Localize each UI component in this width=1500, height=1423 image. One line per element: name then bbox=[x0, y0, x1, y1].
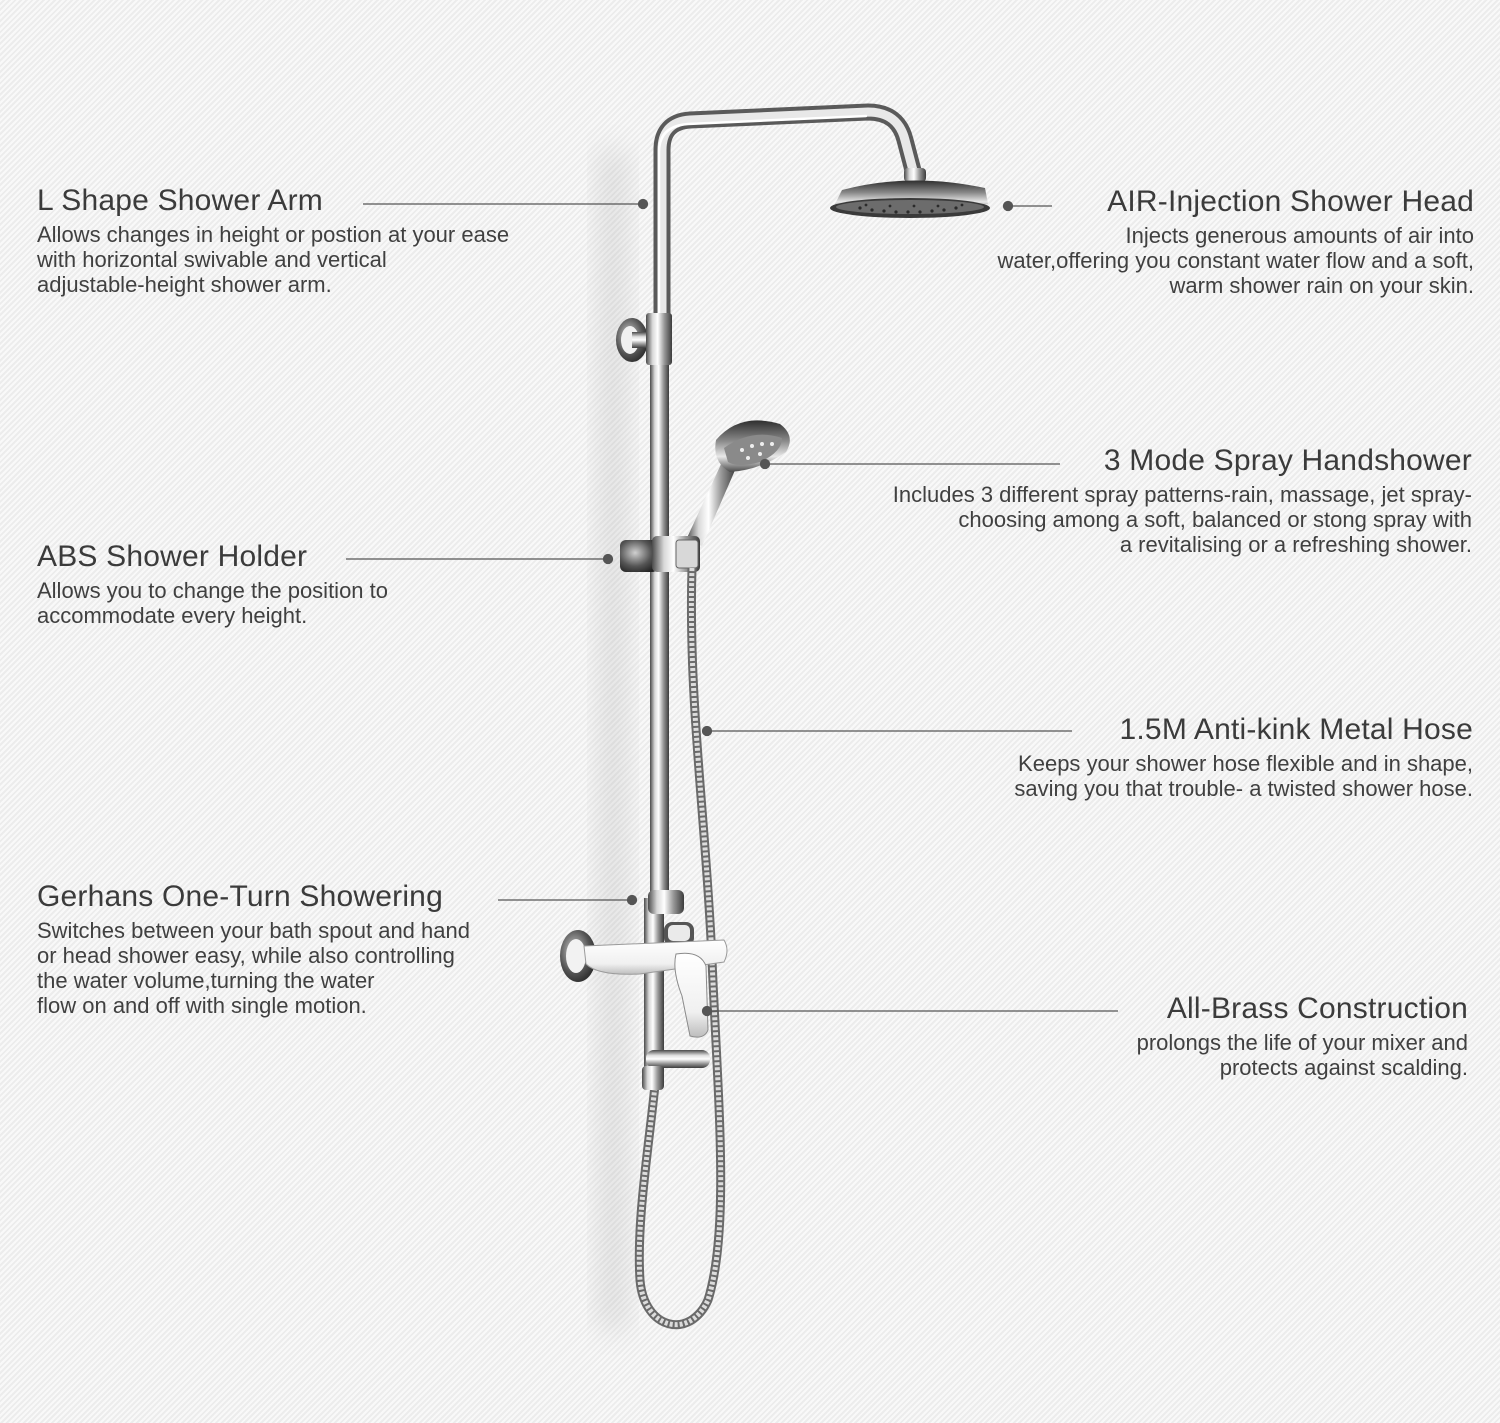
callout-desc-line: Includes 3 different spray patterns-rain, massage, jet spray- bbox=[892, 482, 1472, 507]
callout-desc-line: Allows you to change the position to bbox=[37, 578, 389, 603]
callout-title: Gerhans One-Turn Showering bbox=[37, 880, 443, 913]
l-shape-shower-arm bbox=[659, 112, 915, 340]
callout-desc-line: Keeps your shower hose flexible and in shape, bbox=[1018, 751, 1473, 776]
callout-metal-hose bbox=[1014, 713, 1473, 801]
callout-desc-line: flow on and off with single motion. bbox=[37, 993, 367, 1018]
callout-desc-line: accommodate every height. bbox=[37, 603, 308, 628]
callout-three-mode-handshower bbox=[893, 444, 1472, 557]
callout-title: All-Brass Construction bbox=[1166, 992, 1468, 1025]
callout-desc-line: choosing among a soft, balanced or stong spray with bbox=[958, 507, 1472, 532]
callout-desc-line: warm shower rain on your skin. bbox=[1169, 273, 1474, 298]
callout-desc-line: saving you that trouble- a twisted shower hose. bbox=[1014, 776, 1473, 801]
wall-bracket-upper bbox=[616, 313, 672, 365]
callout-title: ABS Shower Holder bbox=[37, 540, 308, 573]
callout-desc-line: the water volume,turning the water bbox=[37, 968, 375, 993]
callout-desc-line: Allows changes in height or postion at your ease bbox=[37, 222, 510, 247]
callout-title: 1.5M Anti-kink Metal Hose bbox=[1119, 713, 1473, 746]
callout-title: AIR-Injection Shower Head bbox=[1107, 185, 1474, 218]
callout-one-turn bbox=[37, 880, 470, 1018]
callout-air-injection-head bbox=[997, 185, 1474, 298]
callout-desc-line: Injects generous amounts of air into bbox=[1125, 223, 1474, 248]
callout-desc-line: protects against scalding. bbox=[1219, 1055, 1468, 1080]
callout-desc-line: a revitalising or a refreshing shower. bbox=[1119, 532, 1472, 557]
callout-all-brass bbox=[1137, 992, 1468, 1080]
callout-title: 3 Mode Spray Handshower bbox=[1103, 444, 1472, 477]
callout-desc-line: or head shower easy, while also controlling bbox=[37, 943, 455, 968]
abs-shower-holder bbox=[620, 536, 700, 572]
callout-desc-line: prolongs the life of your mixer and bbox=[1136, 1030, 1468, 1055]
mixer-valve bbox=[560, 930, 727, 1037]
bath-spout bbox=[642, 1050, 710, 1090]
callout-desc-line: Switches between your bath spout and hand bbox=[37, 918, 470, 943]
callout-desc-line: water,offering you constant water flow and a soft, bbox=[997, 248, 1474, 273]
hand-shower bbox=[686, 420, 790, 546]
callout-desc-line: with horizontal swivable and vertical bbox=[37, 247, 387, 272]
callout-desc-line: adjustable-height shower arm. bbox=[37, 272, 332, 297]
callout-title: L Shape Shower Arm bbox=[37, 184, 323, 217]
callout-l-shape-arm bbox=[37, 184, 509, 297]
callout-abs-holder bbox=[37, 540, 388, 628]
rain-shower-head bbox=[830, 168, 990, 218]
